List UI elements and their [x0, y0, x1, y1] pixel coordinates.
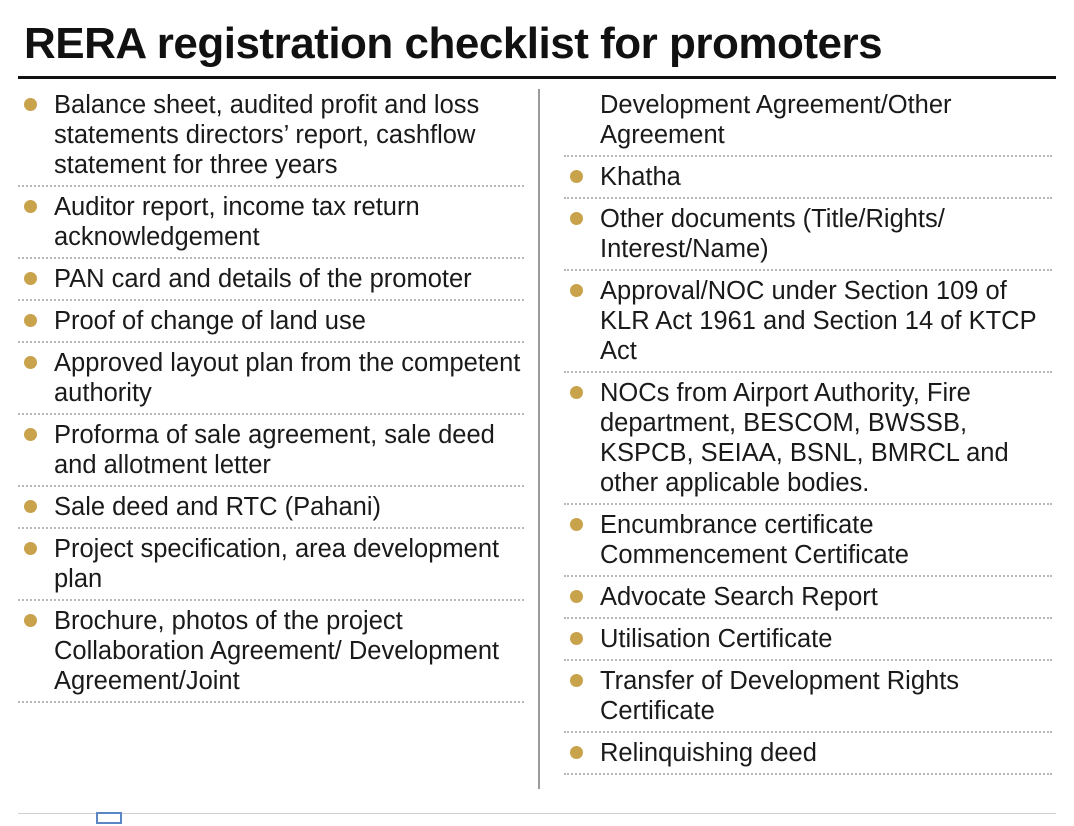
- list-item-label: Proforma of sale agreement, sale deed and allotment letter: [54, 421, 495, 479]
- bullet-icon: [24, 614, 37, 627]
- bullet-icon: [24, 314, 37, 327]
- bullet-icon: [24, 356, 37, 369]
- list-item-label: Advocate Search Report: [600, 583, 878, 611]
- list-item: [564, 271, 1052, 373]
- bullet-icon: [570, 284, 583, 297]
- list-item-label: Transfer of Development Rights Certificate: [600, 667, 960, 725]
- right-column: [540, 85, 1052, 775]
- list-item: [564, 199, 1052, 271]
- list-item-label: NOCs from Airport Authority, Fire department, BESCOM, BWSSB, KSPCB, SEIAA, BSNL, BMRCL and other applicable bodies.: [600, 379, 1009, 497]
- list-item-label: Approval/NOC under Section 109 of KLR Act 1961 and Section 14 of KTCP Act: [600, 277, 1037, 365]
- bullet-icon: [24, 200, 37, 213]
- list-item-label: Brochure, photos of the project Collaboration Agreement/ Development Agreement/Joint: [54, 607, 500, 695]
- bullet-icon: [570, 590, 583, 603]
- bullet-icon: [24, 98, 37, 111]
- title-divider: [18, 76, 1056, 79]
- list-item: [18, 601, 524, 703]
- bullet-icon: [570, 674, 583, 687]
- list-item-label: Other documents (Title/Rights/ Interest/Name): [600, 205, 945, 263]
- list-item: [564, 661, 1052, 733]
- list-item-label: Relinquishing deed: [600, 739, 817, 767]
- page-title: RERA registration checklist for promoters: [24, 19, 883, 68]
- footer-divider: [18, 813, 1056, 814]
- list-item: [564, 577, 1052, 619]
- list-item: [564, 373, 1052, 505]
- list-item: [18, 415, 524, 487]
- list-item-label: Khatha: [600, 163, 681, 191]
- right-checklist: [564, 85, 1052, 775]
- list-item-label: Development Agreement/Other Agreement: [600, 91, 952, 149]
- list-item-label: Utilisation Certificate: [600, 625, 833, 653]
- bullet-icon: [24, 500, 37, 513]
- list-item-label: Sale deed and RTC (Pahani): [54, 493, 381, 521]
- list-item-label: Balance sheet, audited profit and loss statements directors’ report, cashflow statement for three years: [54, 91, 480, 179]
- list-item-label: Proof of change of land use: [54, 307, 366, 335]
- list-item-label: Project specification, area development plan: [54, 535, 500, 593]
- list-item: [564, 85, 1052, 157]
- list-item-label: Encumbrance certificate Commencement Certificate: [600, 511, 909, 569]
- bullet-icon: [24, 272, 37, 285]
- list-item: [564, 157, 1052, 199]
- list-item-label: Approved layout plan from the competent authority: [54, 349, 521, 407]
- bullet-icon: [570, 170, 583, 183]
- left-checklist: [18, 85, 524, 703]
- list-item: [18, 259, 524, 301]
- list-item: [564, 619, 1052, 661]
- bullet-icon: [24, 428, 37, 441]
- bullet-icon: [570, 746, 583, 759]
- list-item: [18, 529, 524, 601]
- bullet-icon: [570, 518, 583, 531]
- list-item: [564, 733, 1052, 775]
- left-column: [18, 85, 538, 703]
- bullet-icon: [570, 212, 583, 225]
- checklist-columns: [18, 85, 1056, 789]
- list-item: [18, 187, 524, 259]
- footer-mark-icon: [96, 812, 122, 824]
- list-item-label: Auditor report, income tax return acknowledgement: [54, 193, 420, 251]
- bullet-icon: [570, 632, 583, 645]
- bullet-icon: [570, 386, 583, 399]
- list-item: [18, 301, 524, 343]
- list-item: [18, 343, 524, 415]
- list-item: [18, 487, 524, 529]
- list-item: [564, 505, 1052, 577]
- bullet-icon: [24, 542, 37, 555]
- list-item: [18, 85, 524, 187]
- list-item-label: PAN card and details of the promoter: [54, 265, 472, 293]
